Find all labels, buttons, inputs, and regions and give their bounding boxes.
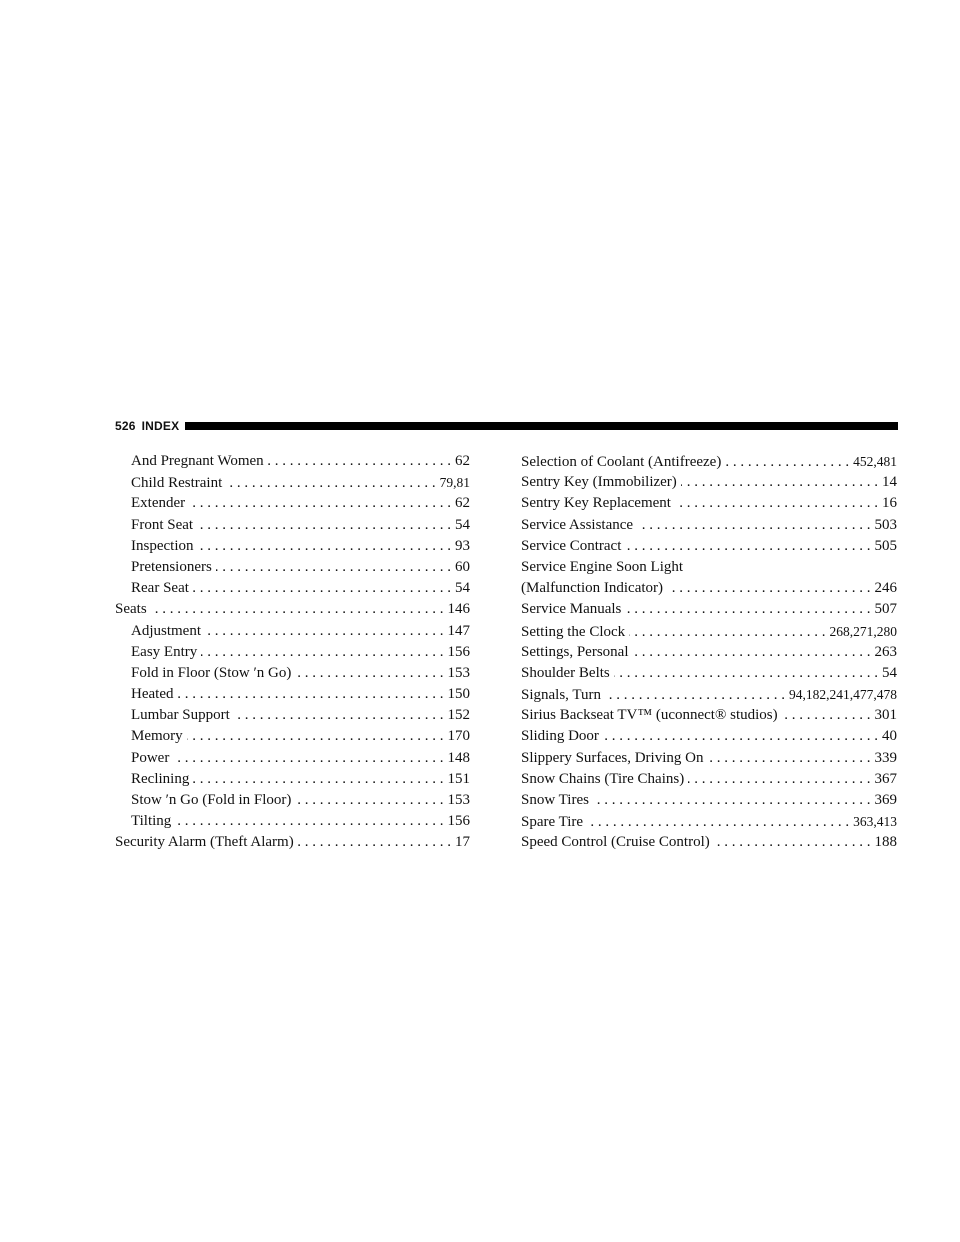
index-entry-page: 153 <box>447 792 470 808</box>
index-entry <box>521 684 897 705</box>
index-entry-page: 54 <box>455 516 470 533</box>
index-entry <box>521 451 897 472</box>
index-entry-label: Lumbar Support <box>131 707 230 724</box>
index-entry <box>521 557 897 578</box>
index-entry-label: Slippery Surfaces, Driving On <box>521 749 704 766</box>
dot-leader <box>295 790 443 811</box>
index-entry <box>115 472 470 493</box>
index-entry-label: Security Alarm (Theft Alarm) <box>115 834 294 851</box>
index-entry-page: 93 <box>455 537 470 554</box>
index-entry-label: Fold in Floor (Stow ′n Go) <box>131 664 292 681</box>
index-entry-page: 263 <box>874 643 897 660</box>
index-entry <box>521 748 897 769</box>
page-number: 526 <box>115 419 136 433</box>
index-entry-page: 339 <box>874 749 897 766</box>
dot-leader <box>175 811 443 832</box>
index-entry-label: Front Seat <box>131 516 194 533</box>
index-entry-label: Easy Entry <box>131 643 198 660</box>
index-entry-page: 79,81 <box>439 475 470 491</box>
index-entry-page: 505 <box>874 537 897 554</box>
dot-leader <box>675 493 878 514</box>
header-rule <box>185 422 898 430</box>
index-entry-page: 151 <box>447 770 470 787</box>
dot-leader <box>637 515 870 536</box>
section-title: INDEX <box>141 419 180 433</box>
index-entry-page: 301 <box>874 707 897 724</box>
index-entry-label: Service Assistance <box>521 516 634 533</box>
index-entry-label: And Pregnant Women <box>131 453 264 469</box>
index-entry <box>521 811 897 832</box>
index-entry-label: Setting the Clock <box>521 623 626 640</box>
index-entry-label: Heated <box>131 686 174 703</box>
index-entry <box>115 578 470 599</box>
index-entry <box>115 705 470 726</box>
index-entry <box>521 536 897 557</box>
dot-leader <box>625 599 870 620</box>
index-entry-page: 94,182,241,477,478 <box>789 687 897 703</box>
index-entry <box>115 726 470 747</box>
index-entry <box>521 642 897 663</box>
index-entry-page: 363,413 <box>853 814 897 830</box>
index-entry-page: 507 <box>874 601 897 618</box>
dot-leader <box>193 769 443 790</box>
index-entry <box>115 536 470 557</box>
index-entry <box>115 811 470 832</box>
index-entry-page: 54 <box>455 580 470 597</box>
index-entry-label: Reclining <box>131 770 190 787</box>
index-entry-label: Spare Tire <box>521 814 584 831</box>
index-entry-label: Extender <box>131 495 186 512</box>
dot-leader <box>173 748 443 769</box>
dot-leader <box>593 790 871 811</box>
index-entry-label: Snow Chains (Tire Chains) <box>521 770 685 787</box>
index-entry <box>521 621 897 642</box>
index-entry-page: 148 <box>447 749 470 766</box>
index-entry-label: Sliding Door <box>521 728 599 745</box>
index-entry <box>115 493 470 514</box>
index-entry <box>521 726 897 747</box>
index-entry-label: Service Engine Soon Light <box>521 558 684 575</box>
index-entry <box>115 832 470 853</box>
index-entry-page: 62 <box>455 495 470 512</box>
index-entry-label: Sentry Key Replacement <box>521 495 671 512</box>
index-entry <box>115 790 470 811</box>
index-entry-page: 150 <box>447 686 470 703</box>
index-entry-label: Service Manuals <box>521 601 622 618</box>
index-entry-label: Child Restraint <box>131 475 223 492</box>
index-entry-page: 17 <box>455 834 470 851</box>
index-entry-page: 156 <box>447 813 470 830</box>
index-entry <box>115 769 470 790</box>
index-entry-label: Stow ′n Go (Fold in Floor) <box>131 792 292 808</box>
index-entry-label: Shoulder Belts <box>521 664 610 681</box>
index-entry-page: 40 <box>882 728 897 745</box>
index-entry-label: Pretensioners <box>131 558 212 575</box>
dot-leader <box>268 451 451 472</box>
index-entry-label: Service Contract <box>521 537 622 554</box>
index-entry <box>521 515 897 536</box>
dot-leader <box>681 472 878 493</box>
index-entry-label: Rear Seat <box>131 580 189 597</box>
index-entry-page: 452,481 <box>853 454 897 469</box>
index-entry <box>521 790 897 811</box>
dot-leader <box>197 515 451 536</box>
dot-leader <box>714 832 871 853</box>
index-entry <box>521 663 897 684</box>
index-entry-label: Sirius Backseat TV™ (uconnect® studios) <box>521 707 778 724</box>
index-entry <box>115 642 470 663</box>
index-entry-label: Signals, Turn <box>521 687 602 704</box>
index-entry-page: 367 <box>874 770 897 787</box>
index-entry-page: 268,271,280 <box>829 623 897 639</box>
index-entry-label: Adjustment <box>131 622 201 639</box>
index-entry-page: 54 <box>882 664 897 681</box>
dot-leader <box>605 685 785 706</box>
dot-leader <box>688 769 870 790</box>
index-entry-page: 60 <box>455 558 470 575</box>
index-entry <box>521 832 897 853</box>
index-entry <box>521 472 897 493</box>
index-entry <box>115 515 470 536</box>
index-entry-page: 153 <box>447 664 470 681</box>
dot-leader <box>298 832 451 853</box>
index-entry-page: 503 <box>874 516 897 533</box>
index-entry <box>521 769 897 790</box>
index-entry <box>521 599 897 620</box>
dot-leader <box>707 748 870 769</box>
index-entry-label: Power <box>131 749 170 766</box>
dot-leader <box>295 663 443 684</box>
index-entry-label: Speed Control (Cruise Control) <box>521 834 710 851</box>
index-entry-label: (Malfunction Indicator) <box>521 580 664 597</box>
dot-leader <box>197 536 451 557</box>
index-entry-label: Inspection <box>131 537 194 554</box>
index-entry <box>115 599 470 620</box>
dot-leader <box>633 642 871 663</box>
index-entry <box>521 578 897 599</box>
index-entry-label: Sentry Key (Immobilizer) <box>521 474 677 491</box>
index-column-left <box>115 451 470 854</box>
index-entry <box>115 451 470 472</box>
index-entry <box>115 684 470 705</box>
index-column-right <box>521 451 897 854</box>
index-entry-page: 147 <box>447 622 470 639</box>
index-entry-page: 152 <box>447 707 470 724</box>
index-entry-page: 62 <box>455 453 470 469</box>
index-entry <box>115 748 470 769</box>
index-entry-label: Memory <box>131 728 183 745</box>
index-entry <box>521 705 897 726</box>
dot-leader <box>782 705 871 726</box>
page-header <box>115 417 898 435</box>
index-entry-page: 16 <box>882 495 897 512</box>
index-entry-page: 14 <box>882 474 897 491</box>
dot-leader <box>151 599 444 620</box>
dot-leader <box>667 578 870 599</box>
dot-leader <box>603 726 878 747</box>
index-entry-page: 156 <box>447 643 470 660</box>
dot-leader <box>725 452 849 473</box>
index-entry <box>521 493 897 514</box>
index-entry-label: Snow Tires <box>521 792 589 808</box>
index-entry-page: 170 <box>447 728 470 745</box>
index-entry-page: 246 <box>874 580 897 597</box>
index-entry <box>115 557 470 578</box>
index-entry <box>115 663 470 684</box>
dot-leader <box>189 493 451 514</box>
index-entry-label: Selection of Coolant (Antifreeze) <box>521 454 722 470</box>
index-entry-page: 369 <box>874 792 897 808</box>
dot-leader <box>193 578 451 599</box>
index-entry-page: 146 <box>447 601 470 618</box>
index-entry <box>115 621 470 642</box>
dot-leader <box>177 684 443 705</box>
dot-leader <box>625 536 870 557</box>
dot-leader <box>629 622 825 643</box>
index-entry-page: 188 <box>874 834 897 851</box>
dot-leader <box>201 642 443 663</box>
dot-leader <box>216 557 451 578</box>
dot-leader <box>234 705 444 726</box>
dot-leader <box>187 726 444 747</box>
index-entry-label: Settings, Personal <box>521 643 629 660</box>
dot-leader <box>226 473 435 494</box>
dot-leader <box>587 812 849 833</box>
dot-leader <box>205 621 444 642</box>
dot-leader <box>614 663 878 684</box>
index-entry-label: Tilting <box>131 813 172 830</box>
index-entry-label: Seats <box>115 601 147 618</box>
